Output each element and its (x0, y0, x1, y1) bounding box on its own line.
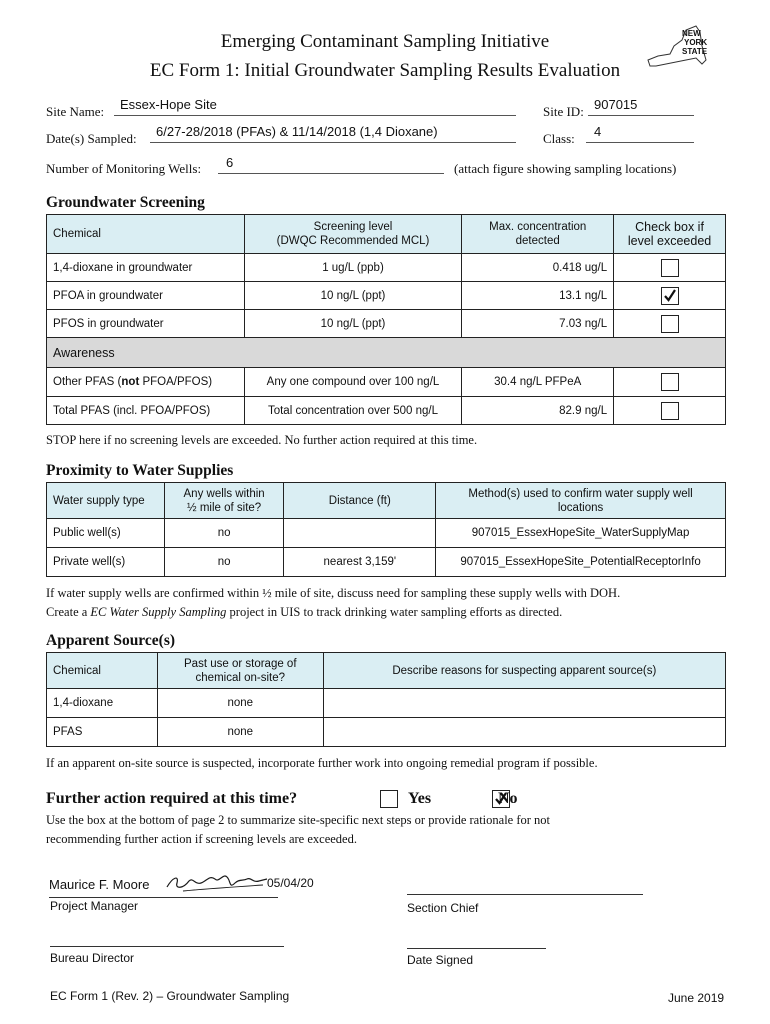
table-row (47, 282, 726, 310)
proximity-note-2: Create a EC Water Supply Sampling project in UIS to track drinking water sampling efforts as directed. (46, 605, 563, 619)
cell-within: no (164, 519, 284, 548)
further-note-1: Use the box at the bottom of page 2 to summarize site-specific next steps or provide rationale for not (46, 813, 551, 827)
logo-text-new: NEW (682, 29, 701, 38)
cell-method: 907015_EssexHopeSite_PotentialReceptorInfo (436, 548, 726, 577)
cell-level: 1 ug/L (ppb) (244, 254, 462, 282)
further-yes-checkbox[interactable] (380, 790, 398, 808)
cell-check (614, 397, 726, 425)
cell-check (614, 368, 726, 397)
site-id-value: 907015 (594, 97, 638, 112)
wells-value: 6 (226, 155, 234, 170)
dates-value: 6/27-28/2018 (PFAs) & 11/14/2018 (1,4 Dioxane) (156, 124, 438, 139)
section-chief-signature-line[interactable] (407, 881, 643, 895)
dates-label: Date(s) Sampled: (46, 131, 137, 146)
bureau-director-signature-line[interactable] (50, 933, 284, 947)
project-manager-name: Maurice F. Moore (49, 877, 150, 892)
cell-level: 10 ng/L (ppt) (244, 282, 462, 310)
cell-reasons[interactable] (323, 718, 725, 747)
col-max-concentration: Max. concentration detected (462, 215, 614, 254)
wells-field[interactable] (218, 157, 444, 174)
cell-type: Private well(s) (47, 548, 165, 577)
further-action-heading: Further action required at this time? (46, 790, 298, 807)
project-manager-date: 05/04/20 (267, 876, 314, 890)
further-yes-label: Yes (408, 790, 432, 807)
col-method: Method(s) used to confirm water supply well locations (436, 483, 726, 519)
cell-distance (284, 519, 436, 548)
exceeded-checkbox-total-pfas[interactable] (661, 402, 679, 420)
bureau-director-label: Bureau Director (50, 951, 135, 965)
table-row (47, 548, 726, 577)
awareness-row (47, 338, 726, 368)
screening-heading: Groundwater Screening (46, 194, 205, 211)
col-within-half-mile: Any wells within ½ mile of site? (164, 483, 284, 519)
source-table (46, 652, 726, 747)
col-screening-level: Screening level (DWQC Recommended MCL) (244, 215, 462, 254)
class-label: Class: (543, 131, 575, 146)
col-distance: Distance (ft) (284, 483, 436, 519)
form-title-line2: EC Form 1: Initial Groundwater Sampling Results Evaluation (149, 60, 621, 81)
proximity-heading: Proximity to Water Supplies (46, 462, 234, 479)
site-id-field[interactable] (588, 99, 694, 116)
class-value: 4 (594, 124, 602, 139)
col-past-use: Past use or storage of chemical on-site? (157, 653, 323, 689)
table-row (47, 689, 726, 718)
cell-reasons[interactable] (323, 689, 725, 718)
cell-past-use: none (157, 689, 323, 718)
further-note-2: recommending further action if screening levels are exceeded. (46, 832, 357, 846)
awareness-label: Awareness (47, 338, 726, 368)
table-row (47, 310, 726, 338)
project-manager-label: Project Manager (50, 899, 139, 913)
cell-chemical: PFOA in groundwater (47, 282, 245, 310)
cell-level: Any one compound over 100 ng/L (244, 368, 462, 397)
cell-past-use: none (157, 718, 323, 747)
stop-note: STOP here if no screening levels are exceeded. No further action required at this time. (46, 433, 478, 447)
logo-text-york: YORK (684, 38, 708, 47)
wells-label: Number of Monitoring Wells: (46, 161, 202, 176)
source-header-row (47, 653, 726, 689)
screening-header-row (47, 215, 726, 254)
cell-distance: nearest 3,159' (284, 548, 436, 577)
exceeded-checkbox-other-pfas[interactable] (661, 373, 679, 391)
cell-chemical: 1,4-dioxane in groundwater (47, 254, 245, 282)
col-chemical: Chemical (47, 653, 158, 689)
date-signed-label: Date Signed (407, 953, 474, 967)
site-name-label: Site Name: (46, 104, 105, 119)
cell-max: 82.9 ng/L (462, 397, 614, 425)
site-name-value: Essex-Hope Site (120, 97, 217, 112)
proximity-header-row (47, 483, 726, 519)
cell-max: 13.1 ng/L (462, 282, 614, 310)
table-row (47, 718, 726, 747)
cell-level: 10 ng/L (ppt) (244, 310, 462, 338)
cell-chemical: PFOS in groundwater (47, 310, 245, 338)
cell-method: 907015_EssexHopeSite_WaterSupplyMap (436, 519, 726, 548)
col-check-exceeded: Check box if level exceeded (614, 215, 726, 254)
site-id-label: Site ID: (543, 104, 584, 119)
proximity-table (46, 482, 726, 577)
nys-map-icon (636, 20, 724, 80)
table-row (47, 368, 726, 397)
col-water-supply-type: Water supply type (47, 483, 165, 519)
proximity-note-1: If water supply wells are confirmed within ½ mile of site, discuss need for sampling these supply wells with DOH. (46, 586, 621, 600)
further-no-label: No (498, 790, 518, 807)
cell-level: Total concentration over 500 ng/L (244, 397, 462, 425)
cell-chemical: Total PFAS (incl. PFOA/PFOS) (47, 397, 245, 425)
class-field[interactable] (586, 126, 694, 143)
exceeded-checkbox-pfoa[interactable] (661, 287, 679, 305)
exceeded-checkbox-dioxane[interactable] (661, 259, 679, 277)
footer-date: June 2019 (668, 991, 725, 1005)
col-chemical: Chemical (47, 215, 245, 254)
checkmark-icon (663, 288, 677, 303)
cell-check (614, 254, 726, 282)
section-chief-label: Section Chief (407, 901, 479, 915)
exceeded-checkbox-pfos[interactable] (661, 315, 679, 333)
cell-max: 7.03 ng/L (462, 310, 614, 338)
cell-check (614, 282, 726, 310)
handwritten-signature-icon (163, 869, 269, 897)
cell-type: Public well(s) (47, 519, 165, 548)
cell-chemical: Other PFAS (not PFOA/PFOS) (47, 368, 245, 397)
logo-text-state: STATE (682, 47, 708, 56)
site-name-field[interactable] (114, 99, 516, 116)
col-reasons: Describe reasons for suspecting apparent source(s) (323, 653, 725, 689)
cell-chemical: 1,4-dioxane (47, 689, 158, 718)
screening-table (46, 214, 726, 425)
cell-within: no (164, 548, 284, 577)
cell-max: 30.4 ng/L PFPeA (462, 368, 614, 397)
wells-note: (attach figure showing sampling locations) (454, 161, 677, 176)
footer-form-id: EC Form 1 (Rev. 2) – Groundwater Sampling (50, 989, 290, 1003)
date-signed-line[interactable] (407, 935, 546, 949)
table-row (47, 519, 726, 548)
source-note: If an apparent on-site source is suspected, incorporate further work into ongoing remedial program if possible. (46, 756, 598, 770)
nys-logo (636, 20, 724, 80)
cell-max: 0.418 ug/L (462, 254, 614, 282)
cell-check (614, 310, 726, 338)
cell-chemical: PFAS (47, 718, 158, 747)
project-manager-signature-line[interactable] (49, 879, 278, 898)
table-row (47, 254, 726, 282)
table-row (47, 397, 726, 425)
dates-field[interactable] (150, 126, 516, 143)
source-heading: Apparent Source(s) (46, 632, 176, 649)
form-title-line1: Emerging Contaminant Sampling Initiative (220, 31, 550, 52)
